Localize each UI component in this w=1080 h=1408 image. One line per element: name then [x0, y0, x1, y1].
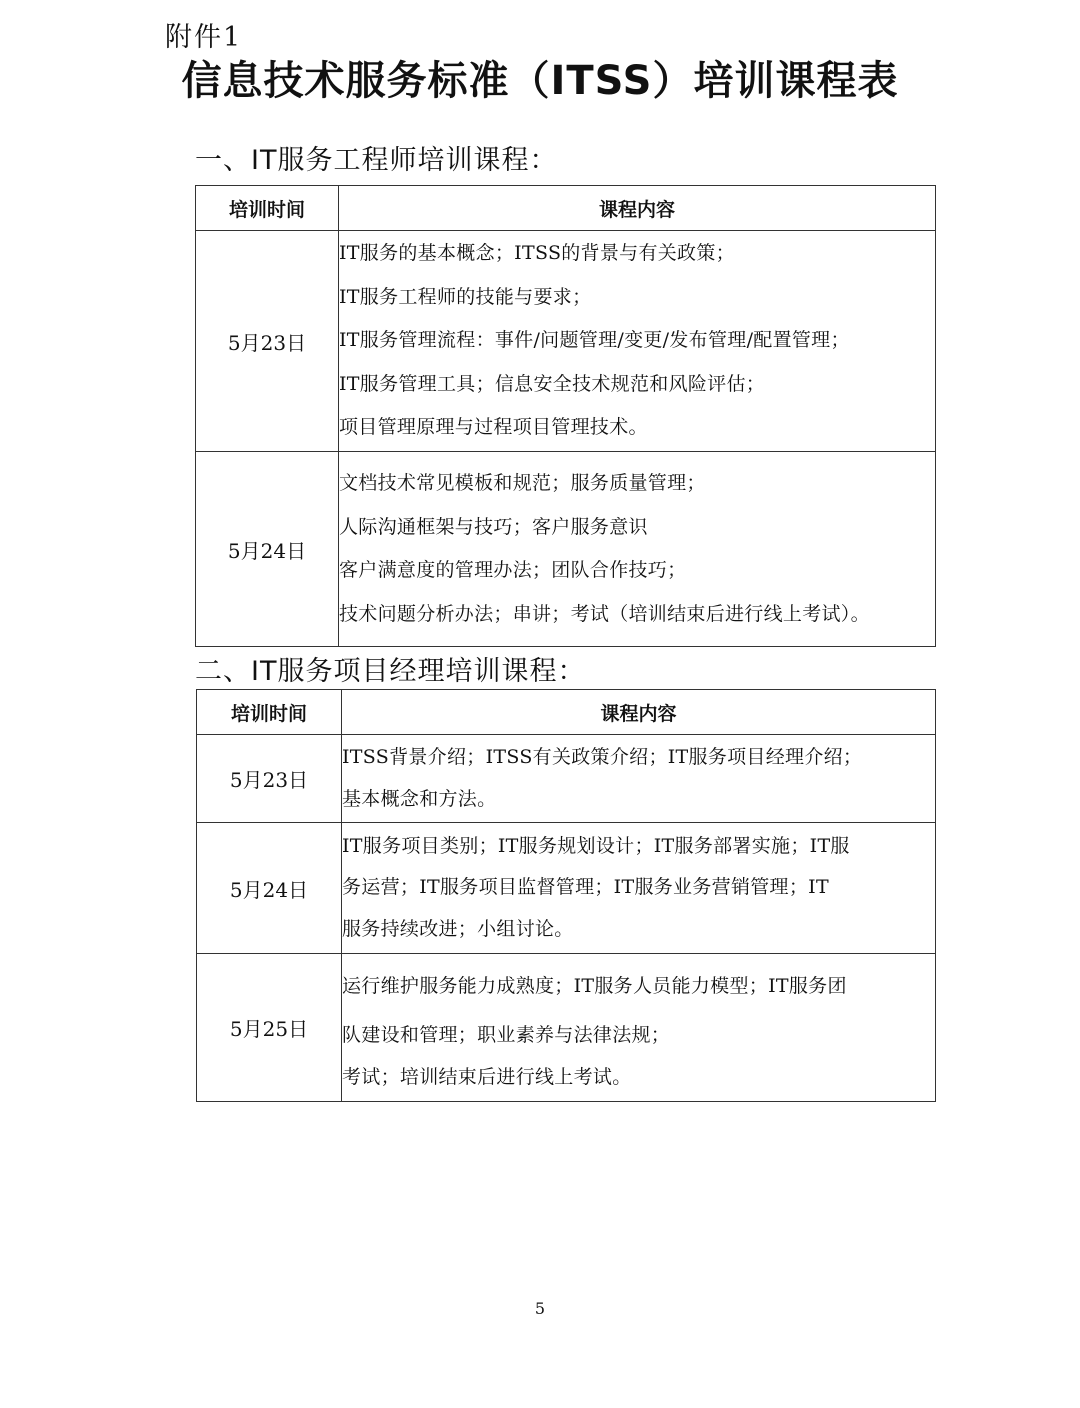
content-line: 基本概念和方法。 [342, 787, 497, 810]
section-heading-project-manager: 二、IT服务项目经理培训课程： [195, 656, 586, 687]
content-line: 人际沟通框架与技巧；客户服务意识 [339, 515, 648, 538]
date-cell: 5月23日 [197, 735, 342, 823]
document-title: 信息技术服务标准（ITSS）培训课程表 [181, 58, 899, 104]
content-cell [342, 735, 936, 823]
column-header-time: 培训时间 [197, 690, 342, 735]
project-manager-course-table [196, 689, 936, 1102]
content-line: IT服务的基本概念；ITSS的背景与有关政策； [339, 242, 735, 265]
table-row [197, 735, 936, 823]
content-line: IT服务工程师的技能与要求； [339, 285, 592, 308]
content-line: 客户满意度的管理办法；团队合作技巧； [339, 559, 687, 581]
content-cell [342, 823, 936, 954]
content-line: 服务持续改进；小组讨论。 [342, 917, 574, 940]
attachment-label: 附件1 [165, 22, 243, 53]
content-cell [339, 231, 936, 452]
engineer-course-table [195, 185, 936, 647]
content-line: 文档技术常见模板和规范；服务质量管理； [339, 472, 706, 494]
date-cell: 5月24日 [197, 823, 342, 954]
content-line: IT服务管理流程：事件/问题管理/变更/发布管理/配置管理； [339, 329, 850, 352]
column-header-time: 培训时间 [196, 186, 339, 231]
table-header-row [196, 186, 936, 231]
content-line: 技术问题分析办法；串讲；考试（培训结束后进行线上考试）。 [339, 602, 870, 625]
date-cell: 5月24日 [196, 452, 339, 647]
content-line: 务运营；IT服务项目监督管理；IT服务业务营销管理；IT [342, 876, 829, 899]
table-row [197, 954, 936, 1102]
page-number: 5 [534, 1299, 546, 1318]
content-line: 运行维护服务能力成熟度；IT服务人员能力模型；IT服务团 [342, 975, 847, 997]
content-line: IT服务管理工具；信息安全技术规范和风险评估； [339, 372, 766, 395]
content-line: 队建设和管理；职业素养与法律法规； [342, 1024, 671, 1046]
content-line: IT服务项目类别；IT服务规划设计；IT服务部署实施；IT服 [342, 834, 850, 857]
content-cell [342, 954, 936, 1102]
column-header-content: 课程内容 [342, 690, 936, 735]
table-row [196, 452, 936, 647]
section-heading-engineer: 一、IT服务工程师培训课程： [195, 145, 558, 176]
column-header-content: 课程内容 [339, 186, 936, 231]
content-line: 考试；培训结束后进行线上考试。 [342, 1065, 632, 1088]
table-row [197, 823, 936, 954]
table-row [196, 231, 936, 452]
date-cell: 5月25日 [197, 954, 342, 1102]
table-header-row [197, 690, 936, 735]
content-line: 项目管理原理与过程项目管理技术。 [339, 416, 648, 439]
content-cell [339, 452, 936, 647]
content-line: ITSS背景介绍；ITSS有关政策介绍；IT服务项目经理介绍； [342, 746, 863, 768]
date-cell: 5月23日 [196, 231, 339, 452]
